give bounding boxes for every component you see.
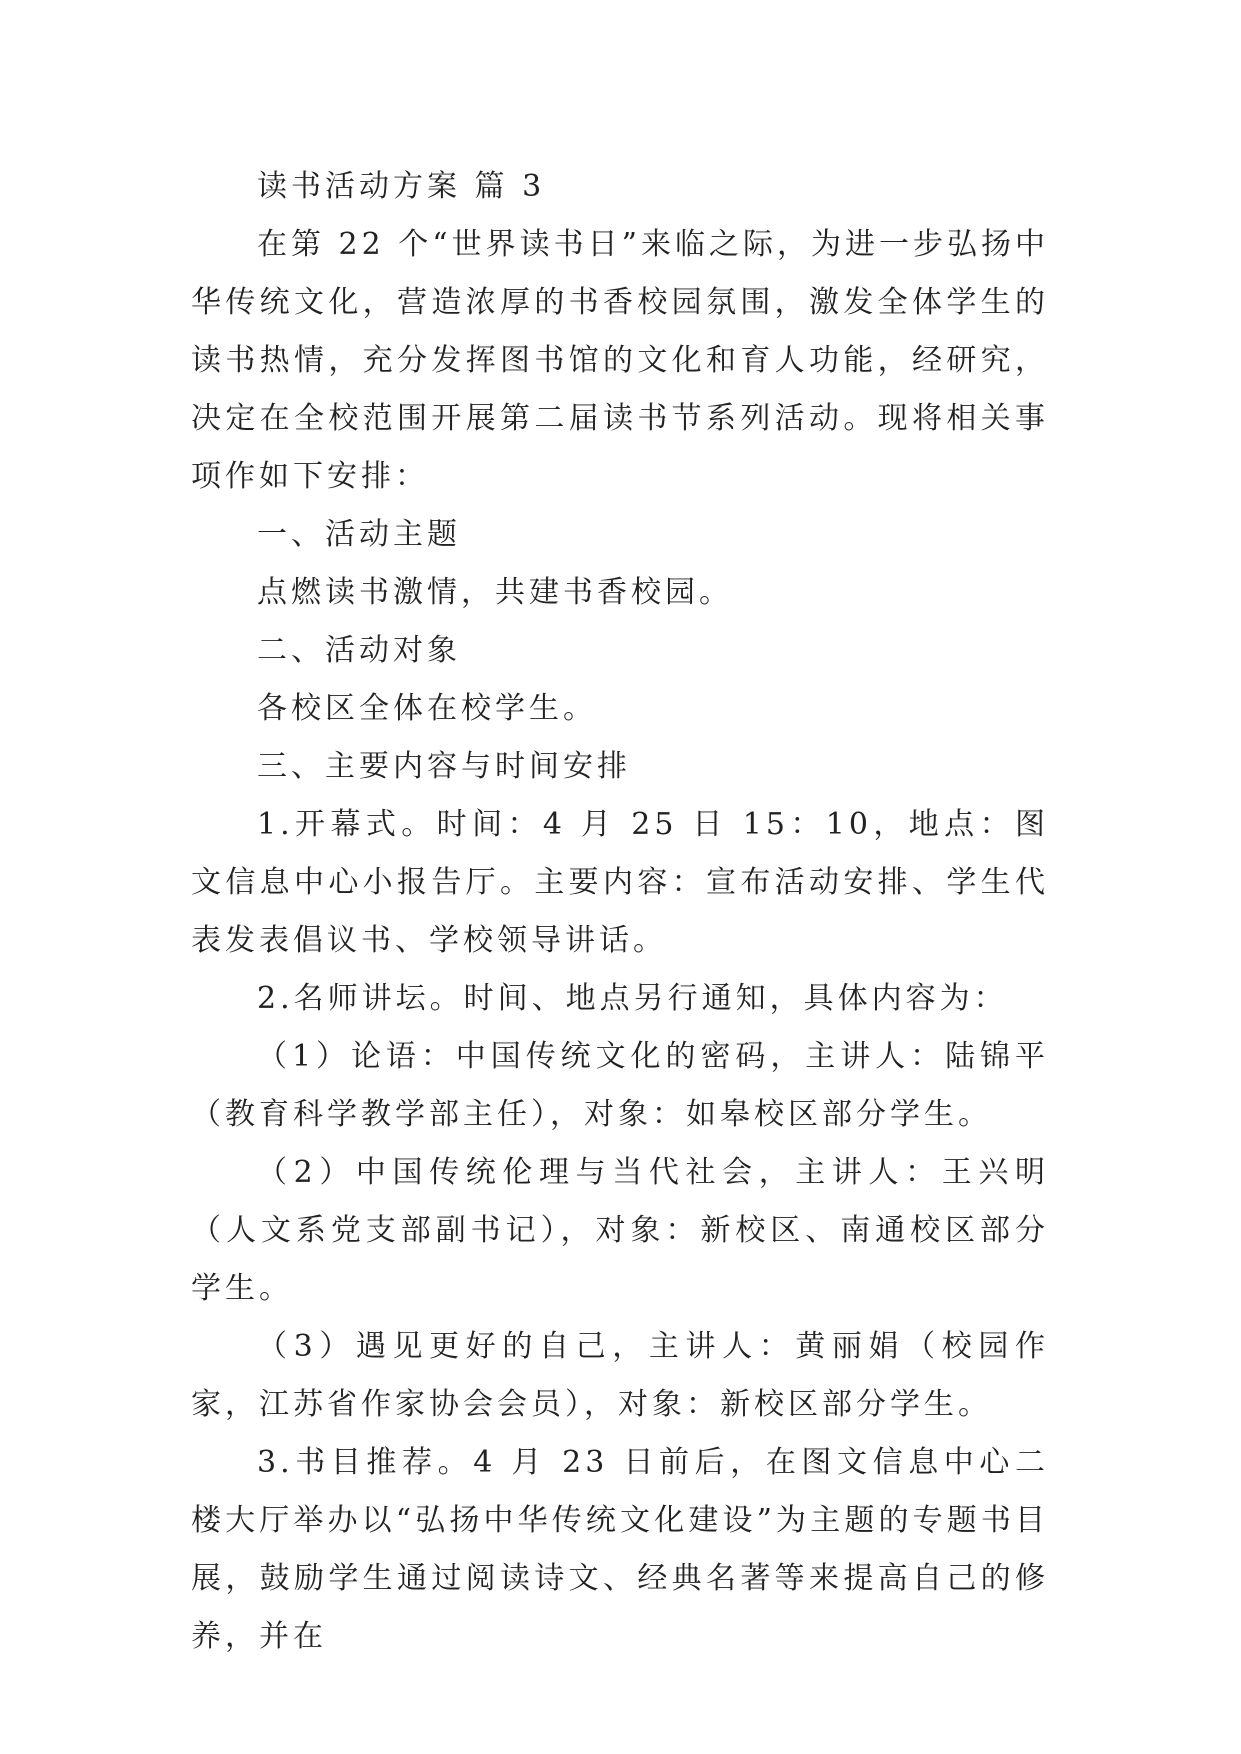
section-heading-audience: 二、活动对象 (257, 633, 461, 668)
section-heading-theme: 一、活动主题 (257, 517, 461, 552)
item-lecture-series: 2.名师讲坛。时间、地点另行通知，具体内容为： (257, 981, 1008, 1016)
lecture-item-2: （2）中国传统伦理与当代社会，主讲人：王兴明（人文系党支部副书记），对象：新校区、南通校区部分学生。 (191, 1155, 1049, 1306)
document-body (191, 158, 1049, 1666)
lecture-item-1: （1）论语：中国传统文化的密码，主讲人：陆锦平（教育科学教学部主任），对象：如皋校区部分学生。 (191, 1039, 1049, 1132)
section-heading-content: 三、主要内容与时间安排 (257, 749, 631, 784)
audience-text: 各校区全体在校学生。 (257, 691, 597, 726)
theme-text: 点燃读书激情，共建书香校园。 (257, 575, 733, 610)
intro-paragraph: 在第 22 个“世界读书日”来临之际，为进一步弘扬中华传统文化，营造浓厚的书香校园氛围，激发全体学生的读书热情，充分发挥图书馆的文化和育人功能，经研究，决定在全校范围开展第二届读书节系列活动。现将相关事项作如下安排： (191, 227, 1049, 494)
lecture-item-3: （3）遇见更好的自己，主讲人：黄丽娟（校园作家，江苏省作家协会会员），对象：新校区部分学生。 (191, 1329, 1049, 1422)
document-title: 读书活动方案 篇 3 (257, 169, 546, 204)
item-book-recommendation: 3.书目推荐。4 月 23 日前后，在图文信息中心二楼大厅举办以“弘扬中华传统文化建设”为主题的专题书目展，鼓励学生通过阅读诗文、经典名著等来提高自己的修养，并在 (191, 1445, 1049, 1654)
item-opening-ceremony: 1.开幕式。时间：4 月 25 日 15：10，地点：图文信息中心小报告厅。主要内容：宣布活动安排、学生代表发表倡议书、学校领导讲话。 (191, 807, 1049, 958)
